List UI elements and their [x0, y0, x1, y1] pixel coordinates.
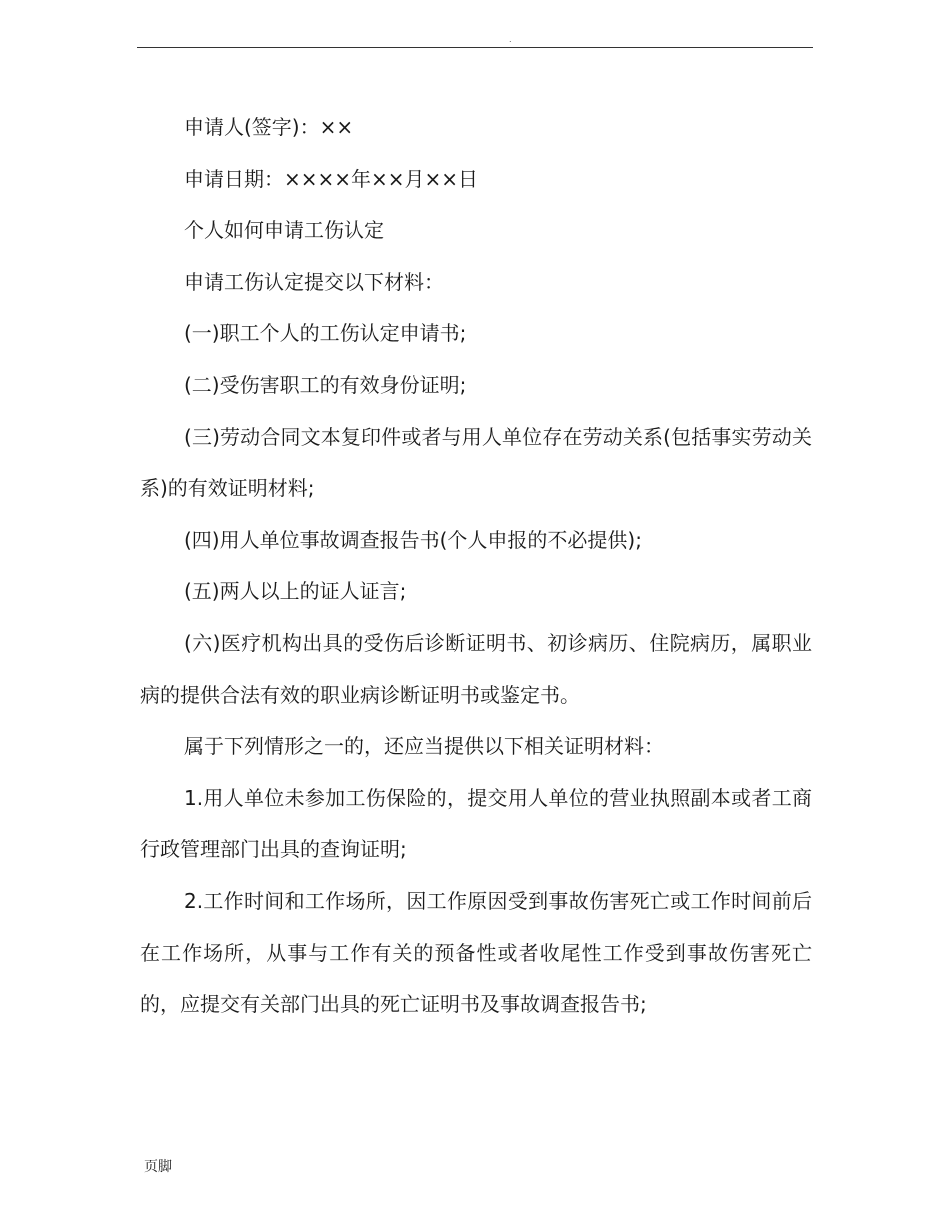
material-item-3: (三)劳动合同文本复印件或者与用人单位存在劳动关系(包括事实劳动关系)的有效证明材料; — [140, 424, 812, 501]
material-item-5: (五)两人以上的证人证言; — [184, 579, 407, 604]
additional-item-1: 1.用人单位未参加工伤保险的，提交用人单位的营业执照副本或者工商行政管理部门出具的查询证明; — [140, 785, 812, 862]
materials-intro: 申请工伤认定提交以下材料： — [184, 269, 444, 294]
header-rule — [137, 47, 813, 48]
material-item-2: (二)受伤害职工的有效身份证明; — [184, 372, 467, 397]
document-body — [140, 102, 812, 1031]
applicant-signature-line: 申请人(签字)：×× — [184, 115, 354, 139]
header-mark: . — [509, 35, 512, 44]
additional-item-2: 2.工作时间和工作场所，因工作原因受到事故伤害死亡或工作时间前后在工作场所，从事与工作有关的预备性或者收尾性工作受到事故伤害死亡的，应提交有关部门出具的死亡证明书及事故调查报告书; — [140, 888, 812, 1017]
material-item-4: (四)用人单位事故调查报告书(个人申报的不必提供); — [184, 527, 642, 552]
additional-materials-intro: 属于下列情形之一的，还应当提供以下相关证明材料： — [184, 734, 664, 759]
material-item-6: (六)医疗机构出具的受伤后诊断证明书、初诊病历、住院病历，属职业病的提供合法有效的职业病诊断证明书或鉴定书。 — [140, 630, 812, 707]
page-footer: 页脚 — [144, 1159, 172, 1175]
application-date-line: 申请日期：××××年××月××日 — [184, 166, 479, 191]
material-item-1: (一)职工个人的工伤认定申请书; — [184, 321, 467, 346]
section-heading: 个人如何申请工伤认定 — [184, 218, 384, 243]
